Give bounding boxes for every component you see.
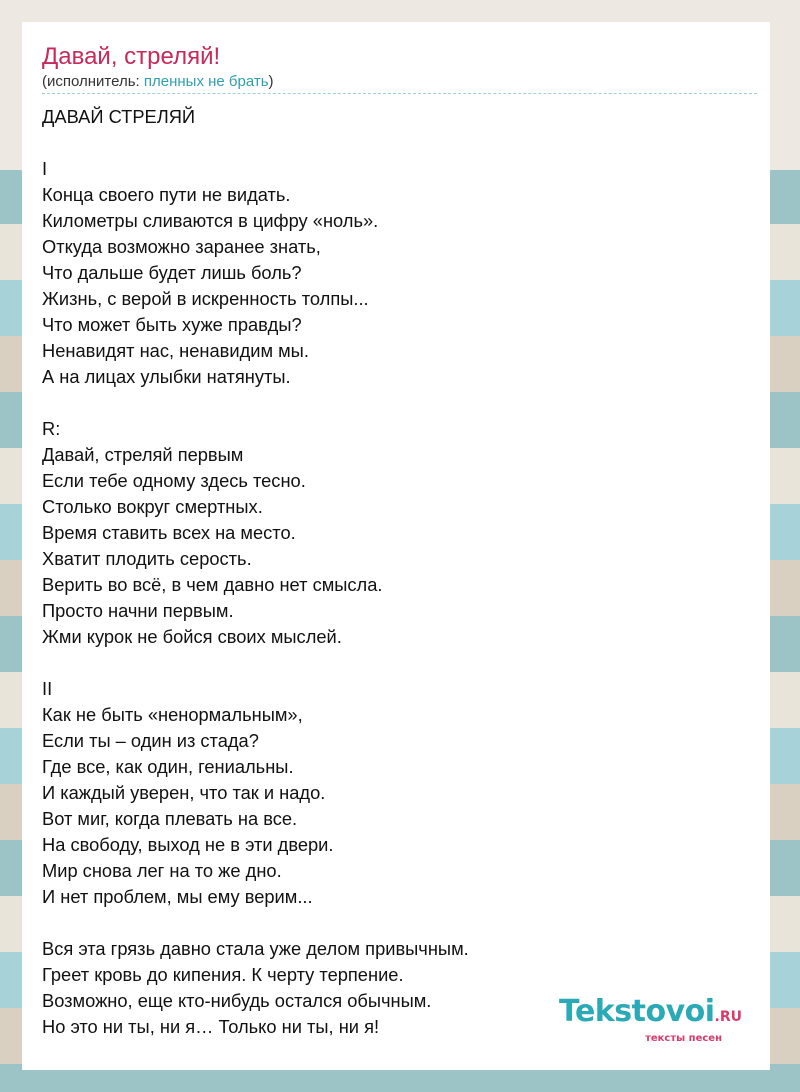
lyrics-line: Что дальше будет лишь боль? — [42, 262, 302, 283]
lyrics-line: Просто начни первым. — [42, 600, 234, 621]
lyrics-blank-line — [42, 130, 469, 156]
lyrics-line: Что может быть хуже правды? — [42, 314, 302, 335]
performer-prefix: (исполнитель: — [42, 73, 144, 90]
lyrics-line: Жми курок не бойся своих мыслей. — [42, 626, 342, 647]
lyrics-blank-line — [42, 390, 469, 416]
lyrics-line: Греет кровь до кипения. К черту терпение. — [42, 964, 404, 985]
lyrics-line: Время ставить всех на место. — [42, 522, 296, 543]
lyrics-line: Хватит плодить серость. — [42, 548, 252, 569]
lyrics-card — [22, 22, 770, 1070]
song-title: Давай, стреляй! — [42, 43, 221, 70]
lyrics-line: II — [42, 678, 53, 699]
lyrics-line: Давай, стреляй первым — [42, 444, 244, 465]
site-logo[interactable] — [522, 996, 742, 1044]
lyrics-line: Откуда возможно заранее знать, — [42, 236, 321, 257]
lyrics-line: ДАВАЙ СТРЕЛЯЙ — [42, 106, 196, 127]
logo-domain: .RU — [714, 1009, 742, 1025]
lyrics-line: I — [42, 158, 48, 179]
lyrics-line: R: — [42, 418, 61, 439]
lyrics-line: Верить во всё, в чем давно нет смысла. — [42, 574, 383, 595]
lyrics-line: Как не быть «ненормальным», — [42, 704, 303, 725]
lyrics-line: Конца своего пути не видать. — [42, 184, 291, 205]
lyrics-line: Если ты – один из стада? — [42, 730, 259, 751]
lyrics-line: Возможно, еще кто-нибудь остался обычным. — [42, 990, 432, 1011]
lyrics-line: Ненавидят нас, ненавидим мы. — [42, 340, 309, 361]
performer-link[interactable]: пленных не брать — [143, 73, 269, 90]
logo-wordmark — [522, 996, 742, 1033]
lyrics-line: Километры сливаются в цифру «ноль». — [42, 210, 379, 231]
performer-line — [42, 72, 274, 92]
lyrics-line: Если тебе одному здесь тесно. — [42, 470, 306, 491]
lyrics-blank-line — [42, 910, 469, 936]
lyrics-blank-line — [42, 650, 469, 676]
lyrics-line: Жизнь, с верой в искренность толпы... — [42, 288, 369, 309]
logo-tagline: тексты песен — [645, 1033, 722, 1044]
lyrics-line: Мир снова лег на то же дно. — [42, 860, 282, 881]
lyrics-line: Где все, как один, гениальны. — [42, 756, 294, 777]
lyrics-line: Но это ни ты, ни я… Только ни ты, ни я! — [42, 1016, 380, 1037]
lyrics-line: Вот миг, когда плевать на все. — [42, 808, 298, 829]
lyrics-line: Вся эта грязь давно стала уже делом привычным. — [42, 938, 469, 959]
logo-name: Tekstovoi — [558, 994, 715, 1029]
performer-suffix: ) — [268, 73, 274, 90]
lyrics-line: Столько вокруг смертных. — [42, 496, 263, 517]
lyrics-line: И каждый уверен, что так и надо. — [42, 782, 326, 803]
lyrics-text — [42, 104, 469, 1040]
lyrics-line: И нет проблем, мы ему верим... — [42, 886, 313, 907]
lyrics-line: А на лицах улыбки натянуты. — [42, 366, 291, 387]
lyrics-line: На свободу, выход не в эти двери. — [42, 834, 334, 855]
title-divider — [42, 93, 757, 94]
